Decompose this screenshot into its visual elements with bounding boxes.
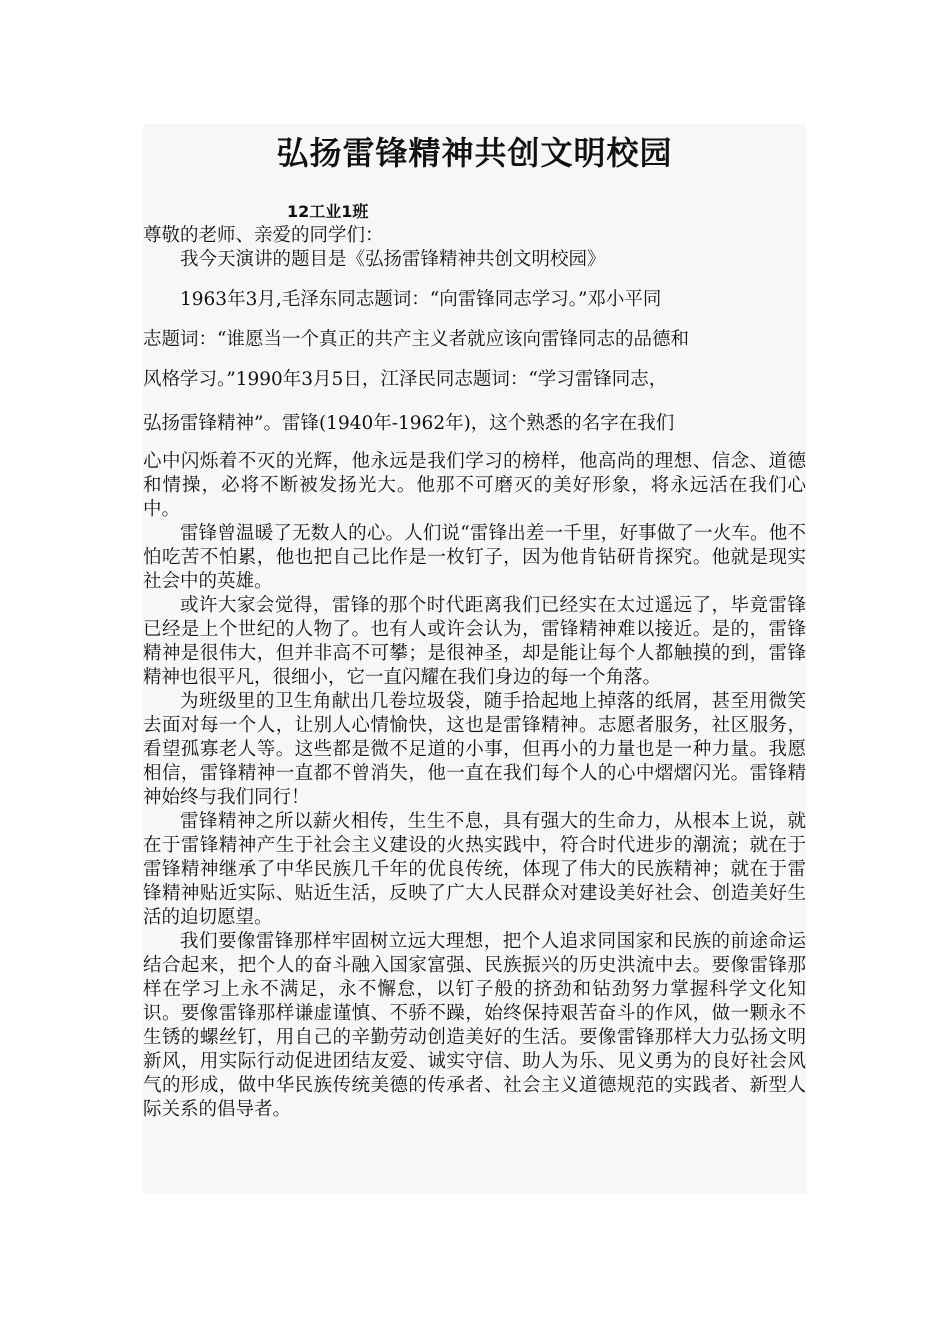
paragraph-line: 风格学习。”1990年3月5日，江泽民同志题词：“学习雷锋同志， [143,369,668,390]
document-title: 弘扬雷锋精神共创文明校园 [276,134,673,172]
paragraph-line: 志题词：“谁愿当一个真正的共产主义者就应该向雷锋同志的品德和 [143,329,689,350]
intro-paragraph: 我今天演讲的题目是《弘扬雷锋精神共创文明校园》 [180,249,606,270]
paragraph-warmth: 雷锋曾温暖了无数人的心。人们说“雷锋出差一千里，好事做了一火车。他不怕吃苦不怕累，他也把自己比作是一枚钉子，因为他肯钻研肯探究。他就是现实社会中的英雄。 [143,523,806,592]
paragraph-era: 或许大家会觉得，雷锋的那个时代距离我们已经实在太过遥远了，毕竟雷锋已经是上个世纪的人物了。也有人或许会认为，雷锋精神难以接近。是的，雷锋精神是很伟大，但并非高不可攀；是很神圣，却是能让每个人都触摸的到，雷锋精神也很平凡，很细小，它一直闪耀在我们身边的每一个角落。 [143,595,806,688]
paragraph-daily-acts: 为班级里的卫生角献出几卷垃圾袋，随手拾起地上掉落的纸屑，甚至用微笑去面对每一个人，让别人心情愉快，这也是雷锋精神。志愿者服务，社区服务，看望孤寡老人等。这些都是微不足道的小事，但再小的力量也是一种力量。我愿相信，雷锋精神一直都不曾消失，他一直在我们每个人的心中熠熠闪光。雷锋精神始终与我们同行！ [143,691,806,808]
class-name: 12工业1班 [287,202,369,221]
greeting: 尊敬的老师、亲爱的同学们： [143,225,384,246]
paragraph-lei-feng-light: 心中闪烁着不灭的光辉，他永远是我们学习的榜样，他高尚的理想、信念、道德和情操，必将不断被发扬光大。他那不可磨灭的美好形象，将永远活在我们心中。 [143,451,806,520]
paragraph-inscriptions-end: 弘扬雷锋精神”。雷锋(1940年-1962年)，这个熟悉的名字在我们 [143,413,675,434]
paragraph-line: 1963年3月,毛泽东同志题词：“向雷锋同志学习。”邓小平同 [180,289,662,310]
paragraph-call-to-action: 我们要像雷锋那样牢固树立远大理想，把个人追求同国家和民族的前途命运结合起来，把个人的奋斗融入国家富强、民族振兴的历史洪流中去。要像雷锋那样在学习上永不满足，永不懈怠，以钉子般的挤劲和钻劲努力掌握科学文化知识。要像雷锋那样谦虚谨慎、不骄不躁，始终保持艰苦奋斗的作风，做一颗永不生锈的螺丝钉，用自己的辛勤劳动创造美好的生活。要像雷锋那样大力弘扬文明新风，用实际行动促进团结友爱、诚实守信、助人为乐、见义勇为的良好社会风气的形成，做中华民族传统美德的传承者、社会主义道德规范的实践者、新型人际关系的倡导者。 [143,931,806,1120]
paragraph-vitality: 雷锋精神之所以薪火相传，生生不息，具有强大的生命力，从根本上说，就在于雷锋精神产生于社会主义建设的火热实践中，符合时代进步的潮流；就在于雷锋精神继承了中华民族几千年的优良传统，体现了伟大的民族精神；就在于雷锋精神贴近实际、贴近生活，反映了广大人民群众对建设美好社会、创造美好生活的迫切愿望。 [143,811,806,928]
document-page [143,124,806,1194]
paragraph-inscriptions [143,280,806,400]
